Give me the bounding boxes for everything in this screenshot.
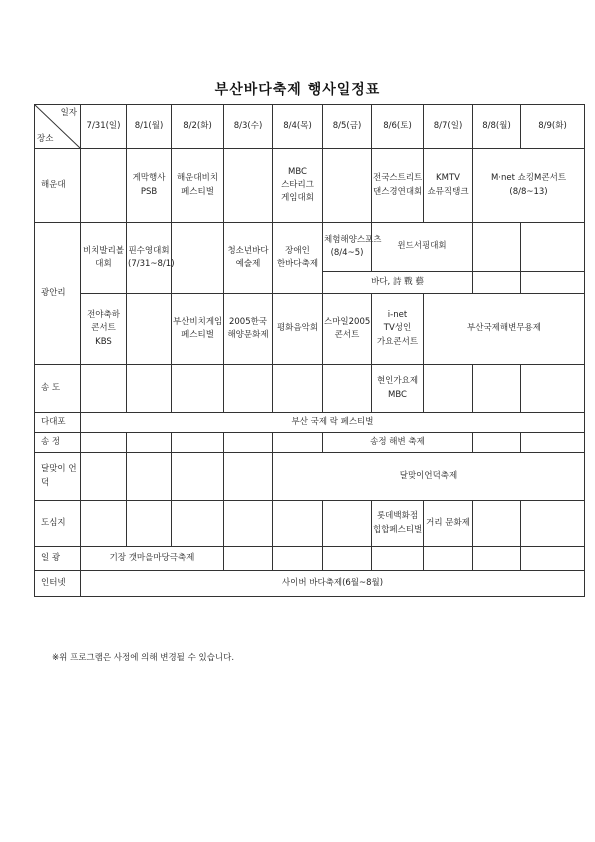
empty-cell (521, 547, 585, 571)
event-cell: 게막행사 PSB (127, 149, 172, 223)
event-cell: 기장 갯마을마당극축제 (81, 547, 224, 571)
event-cell: 청소년바다 예술제 (224, 223, 273, 294)
date-header: 8/8(월) (473, 105, 521, 149)
event-cell: 송정 해변 축제 (323, 433, 473, 453)
date-header: 8/3(수) (224, 105, 273, 149)
footnote: ※위 프로그램은 사정에 의해 변경될 수 있습니다. (52, 653, 235, 663)
empty-cell (521, 501, 585, 547)
corner-cell (35, 105, 81, 149)
empty-cell (473, 365, 521, 413)
event-cell: 비치발리볼 대회 (81, 223, 127, 294)
empty-cell (473, 501, 521, 547)
place-dalmaji: 달맞이 언 덕 (35, 453, 81, 501)
event-cell: KMTV 쇼뮤직탱크 (424, 149, 473, 223)
empty-cell (224, 433, 273, 453)
place-songdo: 송 도 (35, 365, 81, 413)
date-header: 7/31(일) (81, 105, 127, 149)
place-dadaepo: 다대포 (35, 413, 81, 433)
event-cell: 전국스트리트 댄스경연대회 (372, 149, 424, 223)
event-cell: 스마일2005 콘서트 (323, 294, 372, 365)
empty-cell (81, 433, 127, 453)
empty-cell (323, 365, 372, 413)
event-cell: 평화음악회 (273, 294, 323, 365)
event-cell: M·net 쇼킹M콘서트(8/8~13) (473, 149, 585, 223)
place-downtown: 도심지 (35, 501, 81, 547)
empty-cell (521, 433, 585, 453)
empty-cell (127, 365, 172, 413)
empty-cell (273, 433, 323, 453)
empty-cell (424, 365, 473, 413)
empty-cell (372, 547, 424, 571)
date-header: 8/6(토) (372, 105, 424, 149)
empty-cell (323, 501, 372, 547)
event-cell: 현인가요제 MBC (372, 365, 424, 413)
empty-cell (172, 365, 224, 413)
empty-cell (473, 547, 521, 571)
row-dalmaji (35, 453, 585, 501)
row-gwangalli-3 (35, 294, 585, 365)
header-row (35, 105, 585, 149)
place-gwangalli: 광안리 (35, 223, 81, 365)
row-internet (35, 571, 585, 597)
empty-cell (81, 453, 127, 501)
row-songdo (35, 365, 585, 413)
event-cell: 부산 국제 락 페스티벌 (81, 413, 585, 433)
date-header: 8/9(화) (521, 105, 585, 149)
empty-cell (172, 433, 224, 453)
empty-cell (81, 501, 127, 547)
empty-cell (127, 433, 172, 453)
row-haeundae (35, 149, 585, 223)
empty-cell (127, 294, 172, 365)
event-cell: 체험해양스포츠(8/4~5) (323, 223, 372, 272)
empty-cell (521, 223, 585, 272)
empty-cell (127, 501, 172, 547)
event-cell: 롯데백화점 힙합페스티벌 (372, 501, 424, 547)
event-cell: MBC 스타리그 게임대회 (273, 149, 323, 223)
event-cell: 장애인 한바다축제 (273, 223, 323, 294)
place-haeundae: 해운대 (35, 149, 81, 223)
empty-cell (81, 365, 127, 413)
empty-cell (273, 501, 323, 547)
row-ilgwang (35, 547, 585, 571)
event-cell: 사이버 바다축제(6월~8월) (81, 571, 585, 597)
empty-cell (127, 453, 172, 501)
event-cell: 달맞이언덕축제 (273, 453, 585, 501)
date-header-label: 일자 (60, 108, 77, 118)
empty-cell (224, 149, 273, 223)
empty-cell (224, 453, 273, 501)
page-title: 부산바다축제 행사일정표 (214, 82, 381, 98)
place-songjeong: 송 정 (35, 433, 81, 453)
event-cell: 부산국제해변무용제 (424, 294, 585, 365)
schedule-table (34, 104, 585, 597)
empty-cell (473, 272, 521, 294)
empty-cell (521, 272, 585, 294)
empty-cell (473, 433, 521, 453)
empty-cell (473, 223, 521, 272)
empty-cell (172, 501, 224, 547)
date-header: 8/5(금) (323, 105, 372, 149)
event-cell: 2005한국 해양문화제 (224, 294, 273, 365)
row-songjeong (35, 433, 585, 453)
empty-cell (172, 453, 224, 501)
event-cell: 전야축하 콘서트 KBS (81, 294, 127, 365)
place-header-label: 장소 (37, 133, 54, 144)
empty-cell (424, 547, 473, 571)
event-cell: 바다, 詩 戰 藝 (323, 272, 473, 294)
event-cell: 부산비치게임 페스티벌 (172, 294, 224, 365)
event-cell: 거리 문화제 (424, 501, 473, 547)
date-header: 8/1(월) (127, 105, 172, 149)
empty-cell (521, 365, 585, 413)
row-dadaepo (35, 413, 585, 433)
row-downtown (35, 501, 585, 547)
date-header: 8/4(목) (273, 105, 323, 149)
event-cell: 윈드서핑대회 (372, 223, 473, 272)
empty-cell (224, 365, 273, 413)
empty-cell (224, 547, 273, 571)
empty-cell (224, 501, 273, 547)
empty-cell (273, 547, 323, 571)
date-header: 8/7(일) (424, 105, 473, 149)
empty-cell (172, 223, 224, 294)
date-header: 8/2(화) (172, 105, 224, 149)
row-gwangalli-1 (35, 223, 585, 272)
event-cell: i-net TV성인 가요콘서트 (372, 294, 424, 365)
empty-cell (323, 547, 372, 571)
empty-cell (323, 149, 372, 223)
empty-cell (81, 149, 127, 223)
place-ilgwang: 일 광 (35, 547, 81, 571)
empty-cell (273, 365, 323, 413)
event-cell: 핀수영대회 (7/31~8/1) (127, 223, 172, 294)
event-cell: 해운대비치 페스티벌 (172, 149, 224, 223)
place-internet: 인터넷 (35, 571, 81, 597)
